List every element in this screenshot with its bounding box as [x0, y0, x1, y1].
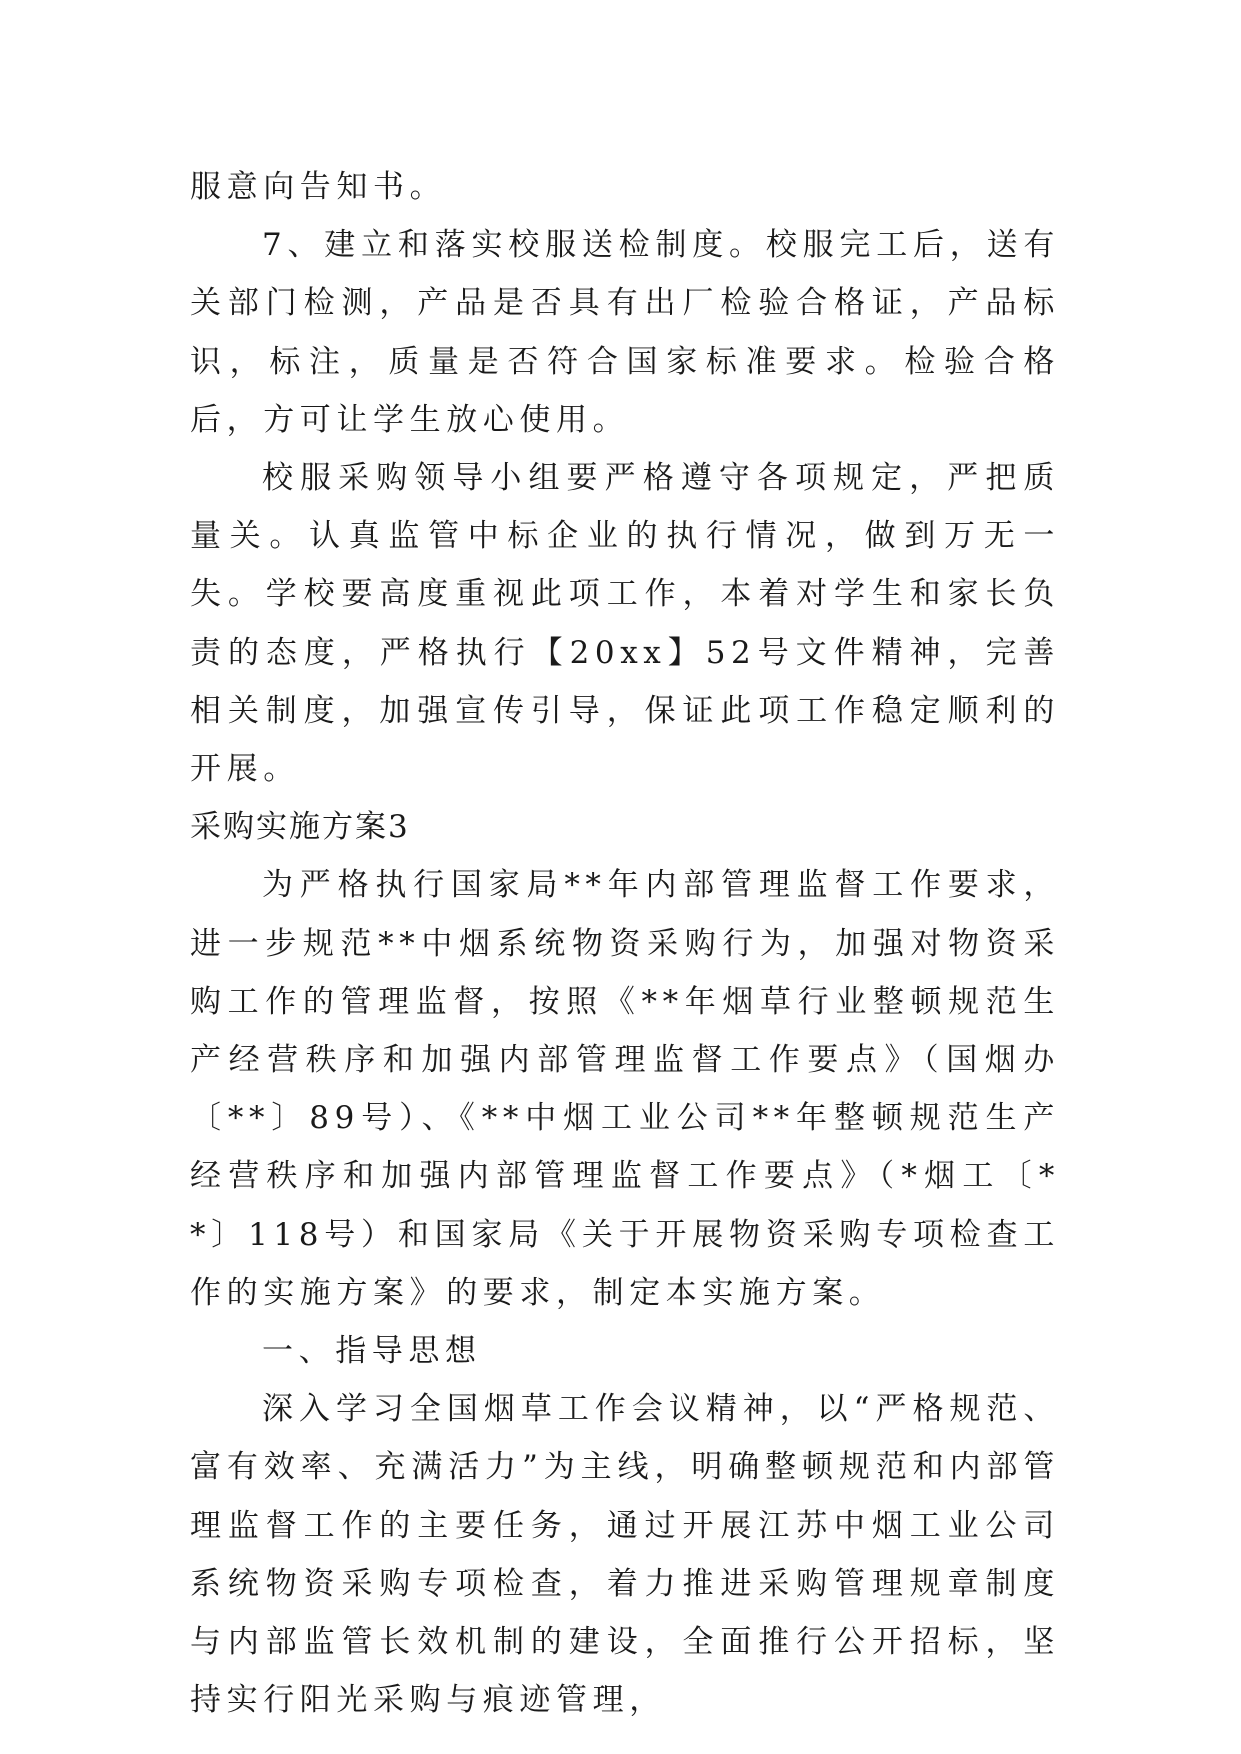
paragraph-continuation: 服意向告知书。: [190, 169, 447, 205]
section-title: 采购实施方案3: [190, 809, 410, 846]
paragraph-guiding-ideology: 深入学习全国烟草工作会议精神，以“严格规范、富有效率、充满活力”为主线，明确整顿规范和内部管理监督工作的主要任务，通过开展江苏中烟工业公司系统物资采购专项检查，着力推进采购管理规章制度与内部监管长效机制的建设，全面推行公开招标，坚持实行阳光采购与痕迹管理，: [190, 1391, 1060, 1719]
paragraph-purpose: 为严格执行国家局**年内部管理监督工作要求，进一步规范**中烟系统物资采购行为，加强对物资采购工作的管理监督，按照《**年烟草行业整顿规范生产经营秩序和加强内部管理监督工作要点》（国烟办〔**〕89号）、《**中烟工业公司**年整顿规范生产经营秩序和加强内部管理监督工作要点》（*烟工〔**〕118号）和国家局《关于开展物资采购专项检查工作的实施方案》的要求，制定本实施方案。: [190, 867, 1060, 1311]
paragraph-leadership-group: 校服采购领导小组要严格遵守各项规定，严把质量关。认真监管中标企业的执行情况，做到万无一失。学校要高度重视此项工作，本着对学生和家长负责的态度，严格执行【20xx】52号文件精神，完善相关制度，加强宣传引导，保证此项工作稳定顺利的开展。: [190, 460, 1060, 788]
paragraph-item-7: 7、建立和落实校服送检制度。校服完工后，送有关部门检测，产品是否具有出厂检验合格证，产品标识，标注，质量是否符合国家标准要求。检验合格后，方可让学生放心使用。: [190, 227, 1060, 438]
document-body: [190, 158, 1060, 1729]
section-heading-guiding-ideology: 一、指导思想: [262, 1333, 482, 1370]
